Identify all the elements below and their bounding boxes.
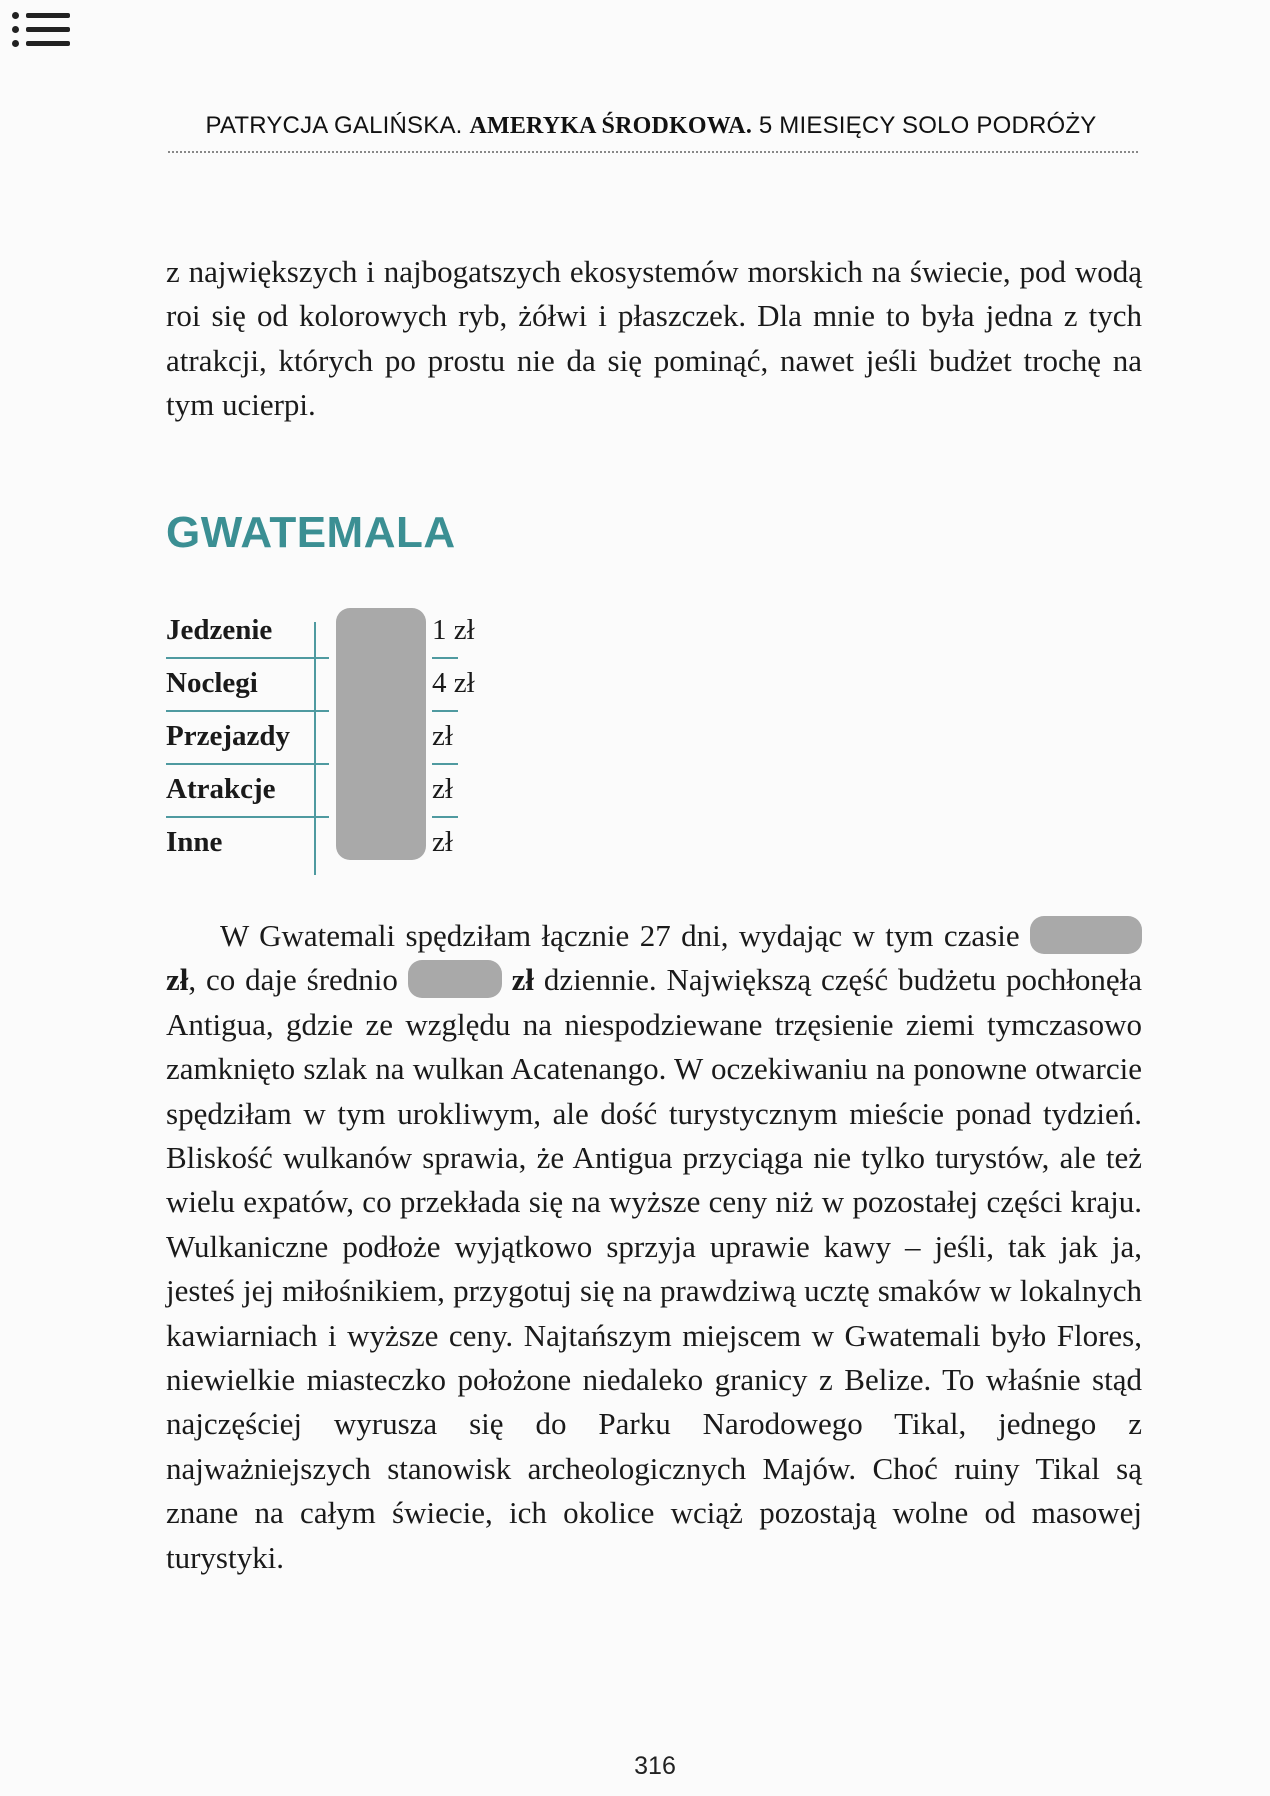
section-title: GWATEMALA (166, 508, 456, 557)
value-underline (432, 763, 458, 765)
budget-row-value: 4 zł (432, 667, 475, 699)
budget-row (166, 824, 476, 877)
budget-row-label: Inne (166, 826, 223, 858)
currency-label: zł (166, 962, 189, 998)
menu-row (12, 26, 72, 34)
value-underline (432, 710, 458, 712)
budget-row (166, 771, 476, 824)
value-underline (432, 816, 458, 818)
budget-row-label: Przejazdy (166, 720, 290, 752)
budget-row-label: Jedzenie (166, 614, 273, 646)
budget-row (166, 665, 476, 718)
intro-paragraph: z największych i najbogatszych ekosystemów morskich na świecie, pod wodą roi się od kolorowych ryb, żółwi i płaszczek. Dla mnie to była jedna z tych atrakcji, których po prostu nie da się pominąć, nawet jeśli budżet trochę na tym ucierpi. (166, 254, 1142, 423)
budget-row (166, 612, 476, 665)
row-underline (166, 657, 329, 659)
header-divider (168, 151, 1138, 153)
menu-row (12, 40, 72, 48)
budget-row-label: Atrakcje (166, 773, 276, 805)
budget-row-label: Noclegi (166, 667, 258, 699)
main-paragraph (166, 914, 1142, 1580)
redaction-block (408, 960, 502, 998)
value-underline (432, 657, 458, 659)
running-header (165, 112, 1137, 140)
budget-row-value: zł (432, 773, 453, 805)
main-text-c: dziennie. Największą część budżetu pochłonęła Antigua, gdzie ze względu na niespodziewane trzęsienie ziemi tymczasowo zamknięto szlak na wulkan Acatenango. W oczekiwaniu na ponowne otwarcie spędziłam w tym urokliwym, ale dość turystycznym mieście ponad tydzień. Bliskość wulkanów sprawia, że Antigua przyciąga nie tylko turystów, ale też wielu expatów, co przekłada się na wyższe ceny niż w pozostałej części kraju. Wulkaniczne podłoże wyjątkowo sprzyja uprawie kawy – jeśli, tak jak ja, jesteś jej miłośnikiem, przygotuj się na prawdziwą ucztę smaków w lokalnych kawiarniach i wyższe ceny. Najtańszym miejscem w Gwatemali było Flores, niewielkie miasteczko położone niedaleko granicy z Belize. To właśnie stąd najczęściej wyrusza się do Parku Narodowego Tikal, jednego z najważniejszych stanowisk archeologicznych Majów. Choć ruiny Tikal są znane na całym świecie, ich okolice wciąż pozostają wolne od masowej turystyki. (166, 962, 1142, 1575)
header-subtitle: 5 MIESIĘCY SOLO PODRÓŻY (758, 112, 1097, 139)
header-book-title: AMERYKA ŚRODKOWA. (469, 113, 753, 139)
row-underline (166, 763, 329, 765)
redaction-block (1030, 916, 1142, 954)
list-menu-icon[interactable] (12, 8, 72, 52)
header-author: PATRYCJA GALIŃSKA. (205, 112, 463, 139)
main-text-b: , co daje średnio (188, 962, 398, 998)
page-number: 316 (634, 1752, 676, 1780)
budget-row-value: 1 zł (432, 614, 475, 646)
budget-row-value: zł (432, 826, 453, 858)
row-underline (166, 710, 329, 712)
main-text-a: W Gwatemali spędziłam łącznie 27 dni, wydając w tym czasie (220, 918, 1020, 953)
redaction-block (336, 608, 426, 860)
budget-row-value: zł (432, 720, 453, 752)
currency-label: zł (511, 962, 535, 998)
menu-row (12, 12, 72, 20)
row-underline (166, 816, 329, 818)
budget-row (166, 718, 476, 771)
